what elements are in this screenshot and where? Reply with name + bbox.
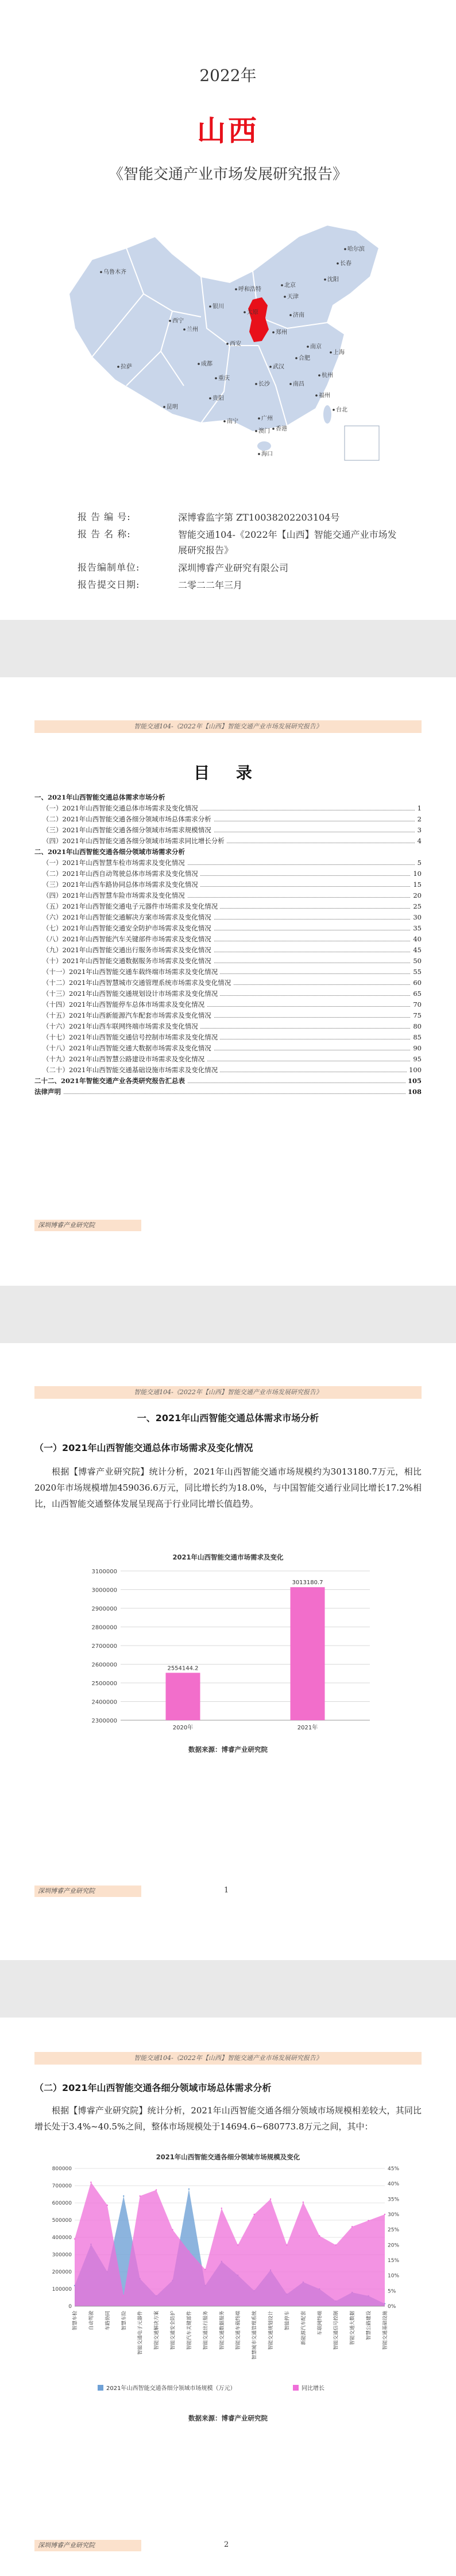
toc-entry-page: 100 [407, 1065, 422, 1076]
meta-value: 深博睿监字第 ZT10038202203104号 [178, 512, 340, 523]
toc-entry-text: （十）2021年山西智能交通数据服务市场需求及变化情况 [34, 956, 214, 967]
y-tick-label: 2900000 [91, 1606, 117, 1612]
y-tick-label: 2700000 [91, 1643, 117, 1650]
y-right-tick-label: 25% [388, 2227, 400, 2233]
data-point [368, 2220, 369, 2221]
hainan-shape [257, 441, 271, 451]
map-city-dot [226, 343, 229, 345]
map-city-dot [333, 409, 335, 411]
map-label: 福州 [319, 393, 330, 399]
toc-entry[interactable] [34, 890, 422, 901]
toc-entry[interactable] [34, 1054, 422, 1065]
map-city-dot [215, 377, 217, 379]
toc-entry-text: （二）2021年山西智能交通各细分领域市场总体需求分析 [34, 814, 214, 825]
map-label: 沈阳 [327, 277, 339, 283]
toc-entry-text: （五）2021年山西智能交通电子元器件市场需求及变化情况 [34, 901, 220, 912]
x-tick-label: 车路协同 [105, 2311, 111, 2331]
page-number: 2 [224, 2540, 229, 2549]
y-left-tick-label: 200000 [52, 2269, 72, 2275]
x-tick-label: 智慧车检 [72, 2311, 78, 2331]
toc-entry-page: 15 [411, 879, 422, 890]
toc-entry[interactable] [34, 814, 422, 825]
map-label: 西宁 [172, 318, 184, 324]
x-tick-label: 智能汽车关键部件 [186, 2311, 192, 2350]
toc-entry[interactable] [34, 1021, 422, 1032]
map-label: 哈尔滨 [347, 246, 365, 253]
x-tick-label: 智慧城市交通管理系统 [252, 2311, 258, 2360]
footer-org: 深圳博睿产业研究院 [34, 1220, 141, 1231]
toc-entry[interactable] [34, 945, 422, 956]
page-separator [0, 1286, 456, 1343]
toc-entry-page: 45 [411, 945, 422, 956]
meta-row-org [78, 560, 399, 573]
x-tick-label: 智慧公路建设 [366, 2311, 372, 2341]
toc-entry-text: （四）2021年山西智能交通各细分领域市场需求同比增长分析 [34, 836, 227, 847]
toc-entry-page: 4 [415, 836, 422, 847]
chart-title: 2021年山西智能交通各细分领域市场规模及变化 [156, 2153, 300, 2161]
data-point [384, 2214, 385, 2215]
x-tick-label: 智能交通车载终端 [235, 2311, 242, 2350]
toc-entry-page: 80 [411, 1021, 422, 1032]
report-page-1 [0, 1343, 456, 1960]
map-label: 太原 [247, 309, 258, 316]
map-city-dot [244, 311, 246, 313]
map-city-dot [209, 397, 211, 399]
toc-entry[interactable] [34, 912, 422, 923]
toc-entry[interactable] [34, 836, 422, 847]
map-city-dot [272, 428, 275, 430]
map-label: 成都 [201, 361, 212, 367]
toc-entry-page: 50 [411, 956, 422, 967]
bar-chart-svg [75, 1565, 381, 1737]
map-city-dot [258, 417, 260, 420]
y-right-tick-label: 30% [388, 2212, 400, 2218]
map-city-dot [307, 346, 309, 348]
toc-entry-page: 108 [405, 1087, 422, 1097]
meta-value: 深圳博睿产业研究有限公司 [178, 562, 289, 573]
meta-row-date [78, 577, 399, 591]
toc-entry-page: 20 [411, 890, 422, 901]
toc-entry[interactable] [34, 1043, 422, 1054]
toc-list [34, 792, 422, 1097]
map-label: 重庆 [218, 375, 230, 382]
data-point [270, 2198, 271, 2199]
y-right-tick-label: 0% [388, 2304, 396, 2310]
meta-value: 二零二二年三月 [178, 580, 243, 591]
bar-chart [75, 1553, 381, 1742]
legend-swatch [293, 2385, 299, 2391]
map-label: 长沙 [258, 381, 270, 387]
toc-entry-page: 75 [411, 1010, 422, 1021]
y-tick-label: 2800000 [91, 1624, 117, 1631]
map-city-dot [295, 357, 297, 359]
toc-entry[interactable] [34, 1010, 422, 1021]
toc-entry-text: （十二）2021年山西智慧城市交通管理系统市场需求及变化情况 [34, 977, 233, 988]
map-city-dot [284, 296, 286, 298]
cover-year: 2022年 [199, 66, 257, 85]
map-city-dot [235, 288, 237, 290]
toc-entry-page: 35 [411, 923, 422, 934]
toc-entry[interactable] [34, 1065, 422, 1076]
toc-entry-page: 85 [411, 1032, 422, 1043]
map-city-dot [255, 383, 257, 385]
map-label: 长春 [340, 261, 351, 267]
toc-entry-page: 105 [405, 1076, 422, 1087]
map-city-dot [255, 430, 257, 432]
data-point [123, 2295, 124, 2296]
sub-title: （一）2021年山西智能交通总体市场需求及变化情况 [34, 1442, 253, 1453]
data-point [188, 2251, 190, 2252]
map-label: 兰州 [187, 327, 198, 333]
legend-swatch [98, 2385, 103, 2391]
toc-entry[interactable] [34, 999, 422, 1010]
y-tick-label: 3100000 [91, 1569, 117, 1575]
data-point [303, 2201, 304, 2202]
map-city-dot [223, 420, 226, 422]
map-city-dot [258, 453, 260, 455]
toc-entry[interactable] [34, 868, 422, 879]
toc-entry-text: （十四）2021年山西智能停车总体市场需求及变化情况 [34, 999, 207, 1010]
footer-org: 深圳博睿产业研究院 [34, 2540, 141, 2551]
toc-entry-text: （十七）2021年山西智能交通信号控制市场需求及变化情况 [34, 1032, 220, 1043]
toc-entry-page: 3 [415, 825, 422, 836]
map-city-dot [289, 314, 292, 316]
toc-entry-page: 2 [415, 814, 422, 825]
data-point [237, 2244, 238, 2245]
x-tick-label: 智能交通出行服务 [203, 2311, 209, 2350]
map-label: 北京 [284, 282, 296, 289]
map-label: 贵阳 [212, 395, 224, 402]
meta-value: 智能交通104-《2022年【山西】智能交通产业市场发展研究报告》 [178, 529, 397, 556]
data-point [351, 2226, 353, 2227]
toc-entry[interactable] [34, 901, 422, 912]
data-point [107, 2205, 108, 2206]
toc-entry-text: （十五）2021年山西新能源汽车配套市场需求及变化情况 [34, 1010, 214, 1021]
map-city-dot [117, 366, 119, 368]
toc-entry-text: （二十）2021年山西智能交通基础设施市场需求及变化情况 [34, 1065, 220, 1076]
toc-entry[interactable] [34, 977, 422, 988]
cover-region: 山西 [197, 114, 259, 148]
map-city-dot [169, 320, 171, 322]
toc-entry[interactable] [34, 956, 422, 967]
data-point [204, 2269, 206, 2270]
x-tick-label: 智能交通数据服务 [219, 2311, 225, 2350]
toc-entry[interactable] [34, 923, 422, 934]
x-tick-label: 智能交通大数据 [350, 2311, 356, 2345]
toc-entry-text: （三）2021年山西智能交通各细分领域市场需求规模情况 [34, 825, 214, 836]
meta-label: 报告编制单位: [78, 562, 140, 573]
toc-entry-page: 10 [411, 868, 422, 879]
map-city-dot [344, 248, 346, 250]
data-point [335, 2244, 337, 2245]
map-city-dot [337, 262, 339, 265]
toc-entry[interactable] [34, 1076, 422, 1087]
map-label: 南宁 [227, 418, 238, 425]
toc-entry[interactable] [34, 1032, 422, 1043]
south-sea-inset [345, 426, 379, 460]
data-point [123, 2195, 124, 2197]
y-left-tick-label: 0 [68, 2304, 72, 2310]
x-tick-label: 智能交通基础设施 [382, 2311, 388, 2350]
map-label: 西安 [230, 341, 241, 347]
header-band [34, 2052, 422, 2065]
body-paragraph: 根据【博睿产业研究院】统计分析，2021年山西智能交通市场规模约为3013180.7万元，相比2020年市场规模增加459036.6万元，同比增长约为18.0%，与中国智能交通行业同比增长17.2%相比，山西智能交通整体发展呈现高于行业同比增长值趋势。 [34, 1467, 422, 1509]
toc-title: 目 录 [194, 763, 262, 782]
map-label: 南昌 [293, 381, 304, 387]
x-tick-label: 智能停车 [284, 2311, 291, 2331]
toc-entry[interactable] [34, 988, 422, 999]
toc-entry-text: （九）2021年山西智能交通出行服务市场需求及变化情况 [34, 945, 214, 956]
legend-label: 2021年山西智能交通各细分领域市场规模（万元） [106, 2385, 236, 2392]
header-band-text: 智能交通104-《2022年【山西】智能交通产业市场发展研究报告》 [134, 1388, 322, 1396]
data-point [188, 2189, 190, 2190]
report-page-2 [0, 2018, 456, 2576]
meta-label: 报 告 编 号: [78, 511, 131, 522]
toc-entry-text: （十九）2021年山西智慧公路建设市场需求及变化情况 [34, 1054, 207, 1065]
data-point [156, 2189, 157, 2190]
data-point [90, 2182, 91, 2183]
meta-label: 报告提交日期: [78, 579, 140, 590]
map-city-dot [272, 331, 275, 333]
bar [291, 1587, 325, 1720]
map-label: 拉萨 [121, 364, 132, 370]
y-right-tick-label: 15% [388, 2258, 400, 2264]
map-city-dot [100, 271, 102, 273]
y-left-tick-label: 400000 [52, 2235, 72, 2241]
data-point [221, 2208, 222, 2209]
map-city-dot [324, 278, 326, 281]
meta-row-number [78, 510, 399, 523]
toc-entry[interactable] [34, 858, 422, 868]
header-band [34, 1386, 422, 1399]
y-left-tick-label: 500000 [52, 2218, 72, 2224]
header-band [34, 720, 422, 733]
y-tick-label: 2600000 [91, 1662, 117, 1669]
toc-entry[interactable] [34, 825, 422, 836]
map-city-dot [198, 363, 200, 365]
map-label: 台北 [336, 407, 347, 413]
y-left-tick-label: 600000 [52, 2201, 72, 2206]
y-right-tick-label: 40% [388, 2181, 400, 2187]
x-tick-label: 自动驾驶 [88, 2311, 95, 2331]
y-left-tick-label: 100000 [52, 2287, 72, 2292]
area-chart-svg [40, 2163, 416, 2404]
toc-entry-page: 95 [411, 1054, 422, 1065]
map-label: 乌鲁木齐 [103, 269, 126, 276]
toc-entry-page: 30 [411, 912, 422, 923]
map-label: 郑州 [276, 329, 287, 336]
toc-entry-page: 25 [411, 901, 422, 912]
toc-page [0, 677, 456, 1286]
china-map [57, 214, 396, 466]
map-city-dot [315, 394, 318, 397]
y-left-tick-label: 700000 [52, 2183, 72, 2189]
toc-entry-text: （八）2021年山西智能汽车关键部件市场需求及变化情况 [34, 934, 214, 945]
toc-entry-text: （六）2021年山西智能交通解决方案市场需求及变化情况 [34, 912, 214, 923]
map-label: 武汉 [273, 364, 284, 370]
map-label: 广州 [261, 416, 273, 422]
toc-entry-page: 55 [411, 967, 422, 977]
toc-entry-page: 60 [411, 977, 422, 988]
toc-entry-page: 70 [411, 999, 422, 1010]
meta-label: 报 告 名 称: [78, 529, 131, 540]
toc-entry-text: （一）2021年山西智慧车检市场需求及变化情况 [34, 858, 187, 868]
toc-entry-text: （四）2021年山西智慧车险市场需求及变化情况 [34, 890, 187, 901]
cover-page [0, 0, 456, 620]
y-tick-label: 3000000 [91, 1587, 117, 1594]
x-tick-label: 智能交通电子元器件 [137, 2311, 144, 2355]
header-band-text: 智能交通104-《2022年【山西】智能交通产业市场发展研究报告》 [134, 723, 322, 730]
data-point [319, 2235, 320, 2236]
body-paragraph: 根据【博睿产业研究院】统计分析，2021年山西智能交通各细分领域市场规模相差较大，其同比增长处于3.4%~40.5%之间，整体市场规模处于14694.6~680773.8万元之间，其中： [34, 2105, 422, 2132]
toc-entry-text: 二十二、2021年智能交通产业各类研究报告汇总表 [34, 1076, 187, 1087]
toc-entry[interactable] [34, 803, 422, 814]
map-label: 银川 [212, 304, 224, 310]
page-separator [0, 1960, 456, 2018]
toc-entry-text: （七）2021年山西智能交通安全防护市场需求及变化情况 [34, 923, 214, 934]
x-tick-label: 智能交通规划设计 [268, 2311, 275, 2350]
toc-entry[interactable] [34, 1087, 422, 1097]
chart-source: 数据来源：博睿产业研究院 [188, 1745, 268, 1753]
toc-entry-text: （十八）2021年山西智能交通大数据市场需求及变化情况 [34, 1043, 214, 1054]
y-left-tick-label: 800000 [52, 2166, 72, 2172]
legend-label: 同比增长 [302, 2385, 324, 2392]
map-city-dot [183, 328, 186, 331]
map-city-dot [330, 351, 332, 354]
toc-entry-text: 法律声明 [34, 1087, 63, 1097]
map-city-dot [269, 366, 272, 368]
map-label: 昆明 [167, 404, 178, 410]
toc-entry-page: 90 [411, 1043, 422, 1054]
y-right-tick-label: 20% [388, 2243, 400, 2249]
toc-entry-text: （十一）2021年山西智能交通车载终端市场需求及变化情况 [34, 967, 220, 977]
map-city-dot [281, 284, 283, 286]
map-label: 香港 [276, 426, 287, 432]
y-right-tick-label: 5% [388, 2288, 396, 2295]
data-point [139, 2195, 140, 2197]
sub-title: （二）2021年山西智能交通各细分领域市场总体需求分析 [34, 2082, 272, 2093]
footer-org: 深圳博睿产业研究院 [34, 1886, 141, 1897]
toc-entry-text: 二、2021年山西智能交通各细分领域市场需求分析 [34, 847, 187, 858]
x-tick-label: 2020年 [172, 1725, 194, 1731]
header-band-text: 智能交通104-《2022年【山西】智能交通产业市场发展研究报告》 [134, 2054, 322, 2062]
toc-entry-text: （一）2021年山西智能交通总体市场需求及变化情况 [34, 803, 200, 814]
toc-entry-page: 65 [411, 988, 422, 999]
y-tick-label: 2400000 [91, 1699, 117, 1706]
china-map-svg [57, 214, 396, 466]
data-point [286, 2244, 287, 2245]
y-right-tick-label: 45% [388, 2166, 400, 2172]
map-label: 合肥 [299, 355, 310, 362]
y-tick-label: 2300000 [91, 1718, 117, 1724]
x-tick-label: 智能交通解决方案 [154, 2311, 160, 2350]
data-point [74, 2238, 75, 2239]
map-label: 天津 [287, 294, 299, 300]
chart-title: 2021年山西智能交通市场需求及变化 [172, 1553, 284, 1561]
map-label: 南京 [310, 344, 322, 350]
map-city-dot [163, 406, 165, 408]
x-tick-label: 2021年 [297, 1725, 318, 1731]
y-right-tick-label: 35% [388, 2197, 400, 2203]
map-label: 澳门 [258, 428, 270, 434]
map-label: 呼和浩特 [238, 286, 261, 293]
section-title: 一、2021年山西智能交通总体需求市场分析 [137, 1413, 319, 1423]
toc-entry[interactable] [34, 847, 422, 858]
y-right-tick-label: 10% [388, 2273, 400, 2279]
toc-entry-text: （十三）2021年山西智能交通规划设计市场需求及变化情况 [34, 988, 220, 999]
map-city-dot [318, 374, 320, 377]
data-point [253, 2214, 254, 2215]
data-point [172, 2229, 173, 2230]
data-label: 2554144.2 [167, 1665, 199, 1672]
map-city-dot [209, 305, 211, 308]
x-tick-label: 新能源汽车配套 [300, 2311, 307, 2345]
map-label: 杭州 [322, 373, 333, 379]
y-left-tick-label: 300000 [52, 2252, 72, 2258]
area-chart [40, 2152, 416, 2405]
data-label: 3013180.7 [292, 1580, 323, 1586]
toc-entry[interactable] [34, 792, 422, 803]
x-tick-label: 智能交通安全防护 [170, 2311, 176, 2350]
toc-entry[interactable] [34, 879, 422, 890]
toc-leader [34, 1093, 422, 1094]
toc-entry-page: 1 [415, 803, 422, 814]
x-tick-label: 智慧车险 [121, 2311, 127, 2331]
toc-entry-text: （二）2021年山西自动驾驶总体市场需求及变化情况 [34, 868, 200, 879]
y-tick-label: 2500000 [91, 1681, 117, 1687]
toc-entry[interactable] [34, 967, 422, 977]
toc-entry-page: 5 [415, 858, 422, 868]
toc-entry-page: 40 [411, 934, 422, 945]
toc-entry[interactable] [34, 934, 422, 945]
cover-title: 《智能交通产业市场发展研究报告》 [108, 166, 347, 183]
x-tick-label: 智能交通信号控制 [333, 2311, 339, 2350]
meta-row-name [78, 527, 399, 556]
page-number: 1 [224, 1886, 229, 1895]
bar [166, 1673, 200, 1720]
map-label: 济南 [293, 312, 304, 319]
taiwan-shape [323, 405, 331, 424]
map-label: 海口 [261, 451, 273, 457]
chart-source: 数据来源：博睿产业研究院 [188, 2414, 268, 2422]
map-label: 上海 [333, 350, 345, 356]
page-separator [0, 620, 456, 677]
toc-entry-text: 一、2021年山西智能交通总体需求市场分析 [34, 792, 168, 803]
toc-entry-text: （三）2021年山西车路协同总体市场需求及变化情况 [34, 879, 200, 890]
x-tick-label: 车联网终端 [317, 2311, 323, 2336]
map-city-dot [289, 383, 292, 385]
toc-entry-text: （十六）2021年山西车联网终端市场需求及变化情况 [34, 1021, 200, 1032]
